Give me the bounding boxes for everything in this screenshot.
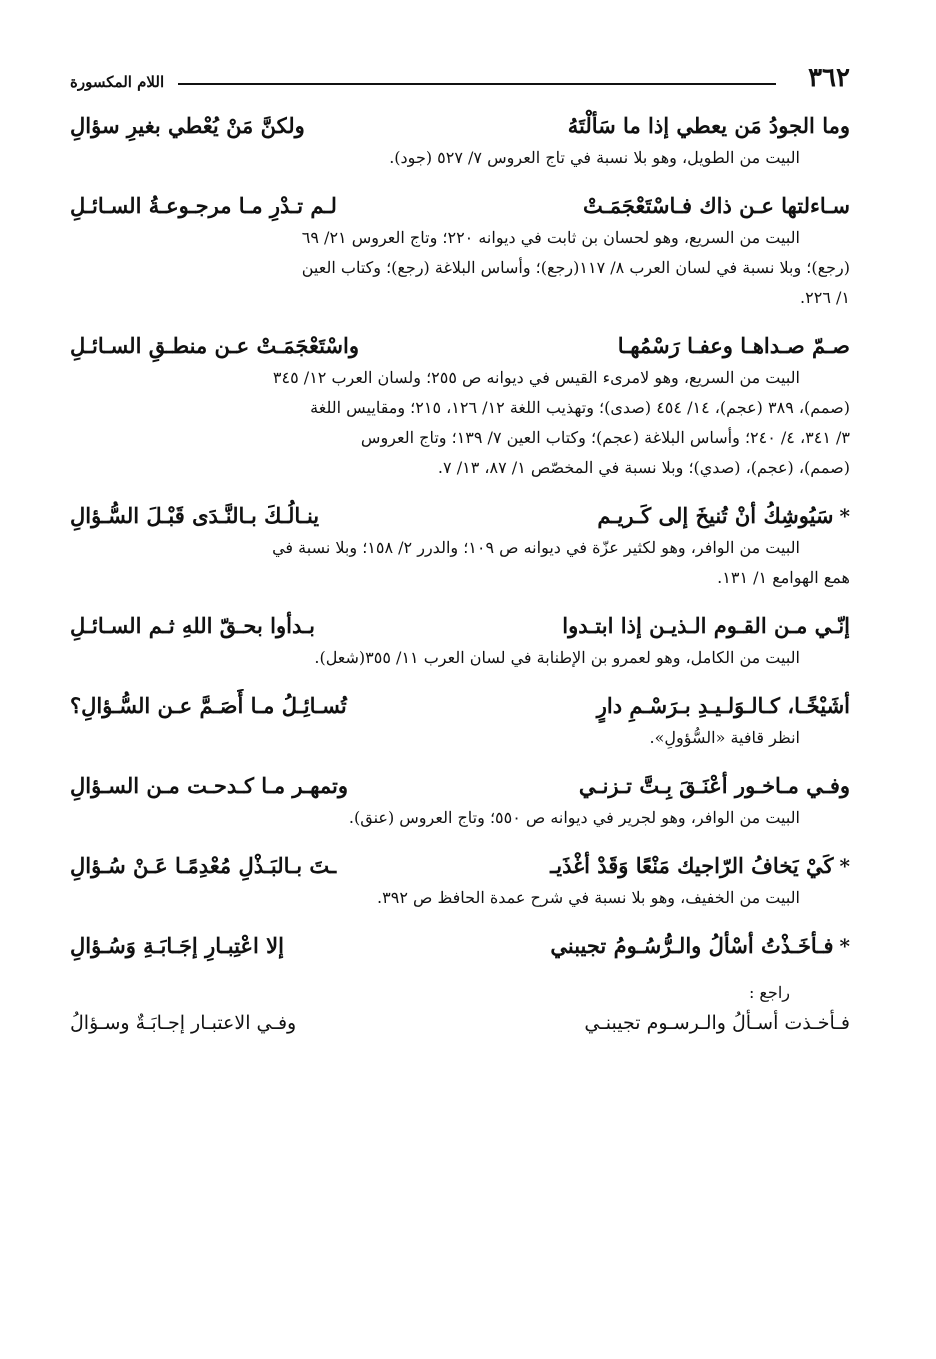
reference-block <box>70 979 850 1039</box>
note-line: (صمم)، ٣٨٩ (عجم)، ١٤/ ٤٥٤ (صدى)؛ وتهذيب اللغة ١٢/ ١٢٦، ٢١٥؛ ومقاييس اللغة <box>310 398 850 417</box>
hemistich-second: لـم تـدْرِ مـا مرجـوعـةُ السـائـلِ <box>70 193 337 218</box>
verse-entry <box>70 609 850 673</box>
hemistich-second: ينـالُـكَ بـالنَّـدَى قَبْـلَ السُّـؤالِ <box>70 503 320 528</box>
note-line: البيت من الكامل، وهو لعمرو بن الإطنابة في لسان العرب ١١/ ٣٥٥(شعل). <box>314 648 800 667</box>
verse-line <box>70 189 850 223</box>
hemistich-first-text: وما الجودُ مَن يعطي إذا ما سَألْتَهُ <box>567 113 850 138</box>
hemistich-first <box>468 849 850 883</box>
verse-entry <box>70 689 850 753</box>
verse-line <box>70 329 850 363</box>
hemistich-first <box>468 109 850 143</box>
note-line: البيت من الخفيف، وهو بلا نسبة في شرح عمدة الحافظ ص ٣٩٢. <box>377 888 800 907</box>
reference-verse <box>70 1007 850 1039</box>
hemistich-second: بـدأوا بحـقّ اللهِ ثـم السـائـلِ <box>70 613 315 638</box>
verse-note <box>70 533 850 593</box>
star-marker: * <box>839 854 850 878</box>
note-line: البيت من الطويل، وهو بلا نسبة في تاج العروس ٧/ ٥٢٧ (جود). <box>389 148 800 167</box>
reference-hemistich-first: فـأخـذت أسـألُ والـرسـوم تجيبنـي <box>584 1012 850 1034</box>
hemistich-first <box>468 689 850 723</box>
verse-line <box>70 499 850 533</box>
hemistich-second: وتمهـر مـا كـدحـت مـن السـؤالِ <box>70 773 348 798</box>
verse-note <box>70 883 850 913</box>
verse-entry <box>70 769 850 833</box>
verse-line <box>70 849 850 883</box>
note-line: همع الهوامع ١/ ١٣١. <box>717 568 850 587</box>
verse-entry <box>70 109 850 173</box>
hemistich-first <box>468 769 850 803</box>
verse-entry <box>70 189 850 313</box>
verse-entry <box>70 499 850 593</box>
verse-note <box>70 723 850 753</box>
hemistich-first-text: كَيْ يَخافُ الرّاجيك مَنْعًا وَقَدْ أغْذَيـ <box>550 853 834 878</box>
verse-note <box>70 643 850 673</box>
page <box>70 55 850 1345</box>
star-marker: * <box>839 504 850 528</box>
hemistich-first <box>468 329 850 363</box>
note-line: البيت من الوافر، وهو لكثير عزّة في ديوانه ص ١٠٩؛ والدرر ٢/ ١٥٨؛ وبلا نسبة في <box>272 538 800 557</box>
verse-entry <box>70 929 850 963</box>
hemistich-first-text: صـمّ صـداهـا وعفـا رَسْمُهـا <box>617 333 850 358</box>
verse-note <box>70 223 850 313</box>
note-line: (صمم)، (عجم)، (صدي)؛ وبلا نسبة في المخصّص ١/ ٨٧، ١٣/ ٧. <box>437 458 850 477</box>
hemistich-first-text: إنّـي مـن القـوم الـذيـن إذا ابتـدوا <box>562 613 850 638</box>
hemistich-second: ـتَ بـالبَـذْلِ مُعْدِمًـا عَـنْ سُـؤالِ <box>70 853 337 878</box>
note-line: البيت من السريع، وهو لحسان بن ثابت في ديوانه ٢٢٠؛ وتاج العروس ٢١/ ٦٩ <box>301 228 800 247</box>
reference-label: راجع : <box>748 983 790 1002</box>
verse-note <box>70 363 850 483</box>
hemistich-first-text: سـاءلتها عـن ذاك فـاسْتَعْجَمَـتْ <box>582 193 850 218</box>
hemistich-first <box>468 929 850 963</box>
hemistich-first <box>468 499 850 533</box>
star-marker: * <box>839 934 850 958</box>
hemistich-first <box>468 189 850 223</box>
hemistich-first-text: سَيُوشِكُ أنْ تُنيخَ إلى كَـريـم <box>597 503 834 528</box>
hemistich-first <box>468 609 850 643</box>
verse-line <box>70 689 850 723</box>
verse-line <box>70 609 850 643</box>
note-line: البيت من الوافر، وهو لجرير في ديوانه ص ٥٥٠؛ وتاج العروس (عنق). <box>348 808 800 827</box>
verse-line <box>70 109 850 143</box>
reference-hemistich-second: وفـي الاعتبـار إجـابَـةٌ وسـؤالُ <box>70 1012 297 1034</box>
hemistich-first-text: وفـي مـاخـور أعْنَـقَ بِـتَّ تـزنـي <box>578 773 850 798</box>
verse-line <box>70 929 850 963</box>
note-line: (رجع)؛ وبلا نسبة في لسان العرب ٨/ ١١٧(رجع)؛ وأساس البلاغة (رجع)؛ وكتاب العين <box>301 258 850 277</box>
verse-entry <box>70 329 850 483</box>
note-line: ٣/ ٣٤١، ٤/ ٢٤٠؛ وأساس البلاغة (عجم)؛ وكتاب العين ٧/ ١٣٩؛ وتاج العروس <box>360 428 850 447</box>
page-number: ٣٦٢ <box>808 63 850 93</box>
page-header <box>70 55 850 95</box>
note-line: انظر قافية «السُّؤولِ». <box>649 728 800 747</box>
entries-list <box>70 109 850 963</box>
hemistich-second: إلا اعْتِبـارِ إجَـابَـةِ وَسُـؤالِ <box>70 933 284 958</box>
hemistich-second: واسْتَعْجَمَـتْ عـن منطـقِ السـائـلِ <box>70 333 360 358</box>
verse-line <box>70 769 850 803</box>
verse-note <box>70 143 850 173</box>
hemistich-second: ولكنَّ مَنْ يُعْطي بغيرِ سؤالِ <box>70 113 305 138</box>
note-line: ١/ ٢٢٦. <box>800 288 850 307</box>
running-title: اللام المكسورة <box>70 73 165 91</box>
verse-note <box>70 803 850 833</box>
hemistich-first-text: أشَيْخًـا، كـالـوَلـيـدِ بـرَسْـمِ دارٍ <box>596 693 850 718</box>
note-line: البيت من السريع، وهو لامرىء القيس في ديوانه ص ٢٥٥؛ ولسان العرب ١٢/ ٣٤٥ <box>272 368 800 387</box>
header-rule <box>178 83 776 85</box>
verse-entry <box>70 849 850 913</box>
hemistich-first-text: فـأخَـذْتُ أسْألُ والـرُّسُـومُ تجيبني <box>550 933 834 958</box>
hemistich-second: تُسـائِـلُ مـا أَصَـمَّ عـن السُّـؤالِ؟ <box>70 693 347 718</box>
